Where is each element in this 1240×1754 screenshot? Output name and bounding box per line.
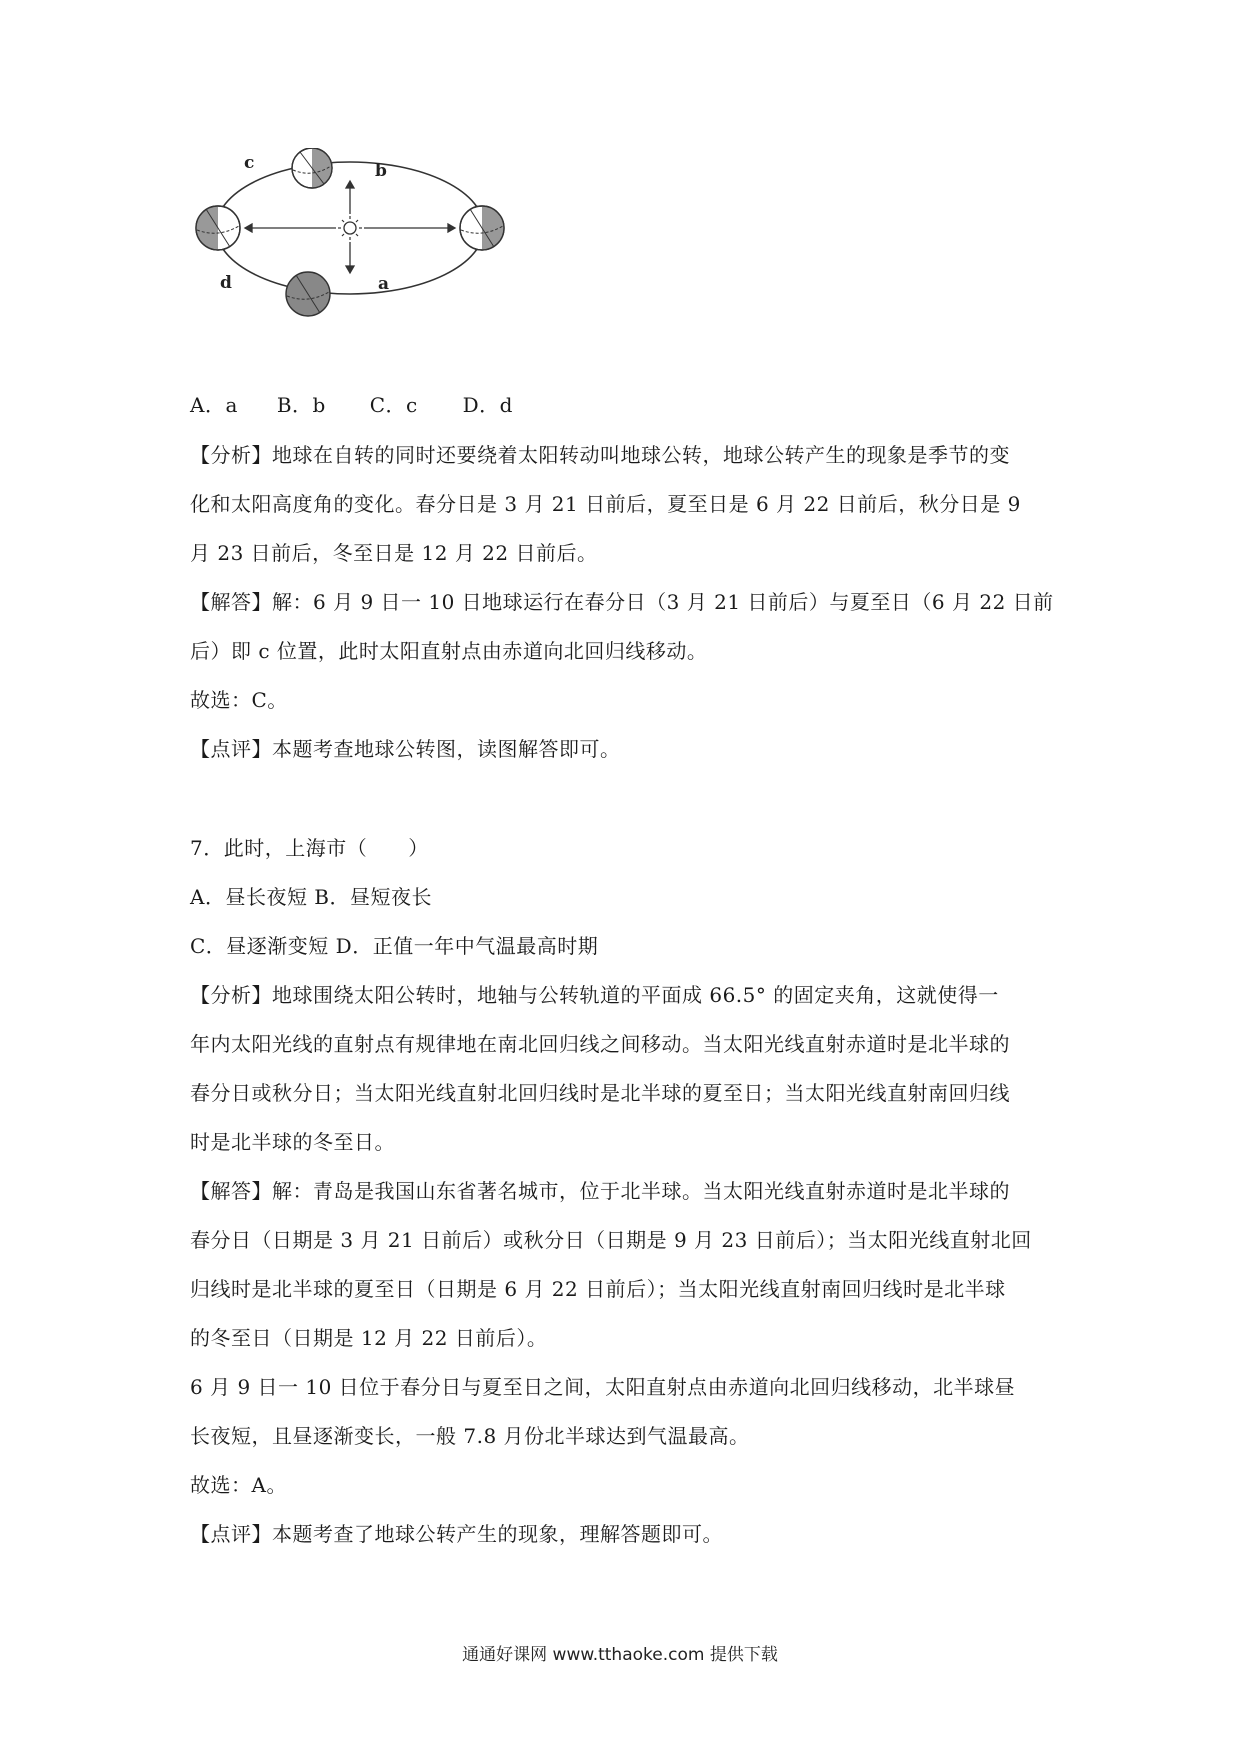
sun-icon [338, 216, 362, 240]
earth-position-left [196, 206, 240, 250]
orbit-label-d: d [220, 273, 232, 293]
q6-option-a: A．a [190, 393, 238, 417]
orbit-label-b: b [375, 161, 387, 181]
q7-options-line-2: C．昼逐渐变短 D．正值一年中气温最高时期 [190, 934, 599, 958]
orbit-label-a: a [378, 274, 390, 294]
q7-answer-line-4: 的冬至日（日期是 12 月 22 日前后）。 [190, 1326, 548, 1350]
q6-choice: 故选：C。 [190, 688, 288, 712]
q7-analysis-line-3: 春分日或秋分日；当太阳光线直射北回归线时是北半球的夏至日；当太阳光线直射南回归线 [190, 1081, 1010, 1105]
q6-analysis-line-1: 【分析】地球在自转的同时还要绕着太阳转动叫地球公转，地球公转产生的现象是季节的变 [190, 443, 1010, 467]
q7-comment: 【点评】本题考查了地球公转产生的现象，理解答题即可。 [190, 1522, 723, 1546]
q7-analysis-line-2: 年内太阳光线的直射点有规律地在南北回归线之间移动。当太阳光线直射赤道时是北半球的 [190, 1032, 1010, 1056]
page-footer: 通通好课网 www.tthaoke.com 提供下载 [462, 1645, 778, 1665]
q6-options [190, 395, 513, 415]
q7-question: 7．此时，上海市（ ） [190, 836, 429, 860]
q6-option-d: D．d [462, 393, 513, 417]
earth-position-top [292, 148, 332, 188]
q7-analysis-line-4: 时是北半球的冬至日。 [190, 1130, 395, 1154]
earth-position-bottom [286, 272, 330, 316]
q7-answer-line-3: 归线时是北半球的夏至日（日期是 6 月 22 日前后）；当太阳光线直射南回归线时是北半球 [190, 1277, 1006, 1301]
q6-answer-line-2: 后）即 c 位置，此时太阳直射点由赤道向北回归线移动。 [190, 639, 708, 663]
earth-revolution-diagram [190, 148, 510, 360]
q6-option-b: B．b [276, 393, 326, 417]
q7-answer-line-5: 6 月 9 日一 10 日位于春分日与夏至日之间，太阳直射点由赤道向北回归线移动，北半球昼 [190, 1375, 1016, 1399]
q6-analysis-line-2: 化和太阳高度角的变化。春分日是 3 月 21 日前后，夏至日是 6 月 22 日前后，秋分日是 9 [190, 492, 1021, 516]
q7-answer-line-6: 长夜短，且昼逐渐变长，一般 7.8 月份北半球达到气温最高。 [190, 1424, 750, 1448]
q7-answer-line-1: 【解答】解：青岛是我国山东省著名城市，位于北半球。当太阳光线直射赤道时是北半球的 [190, 1179, 1010, 1203]
q6-comment: 【点评】本题考查地球公转图，读图解答即可。 [190, 737, 621, 761]
q6-answer-line-1: 【解答】解：6 月 9 日一 10 日地球运行在春分日（3 月 21 日前后）与夏至日（6 月 22 日前 [190, 590, 1054, 614]
q7-analysis-line-1: 【分析】地球围绕太阳公转时，地轴与公转轨道的平面成 66.5° 的固定夹角，这就使得一 [190, 983, 999, 1007]
q7-choice: 故选：A。 [190, 1473, 287, 1497]
q6-option-c: C．c [369, 393, 418, 417]
q7-answer-line-2: 春分日（日期是 3 月 21 日前后）或秋分日（日期是 9 月 23 日前后）；当太阳光线直射北回 [190, 1228, 1032, 1252]
earth-position-right [460, 206, 504, 250]
orbit-label-c: c [244, 153, 255, 173]
q7-options-line-1: A．昼长夜短 B．昼短夜长 [190, 885, 432, 909]
q6-analysis-line-3: 月 23 日前后，冬至日是 12 月 22 日前后。 [190, 541, 598, 565]
